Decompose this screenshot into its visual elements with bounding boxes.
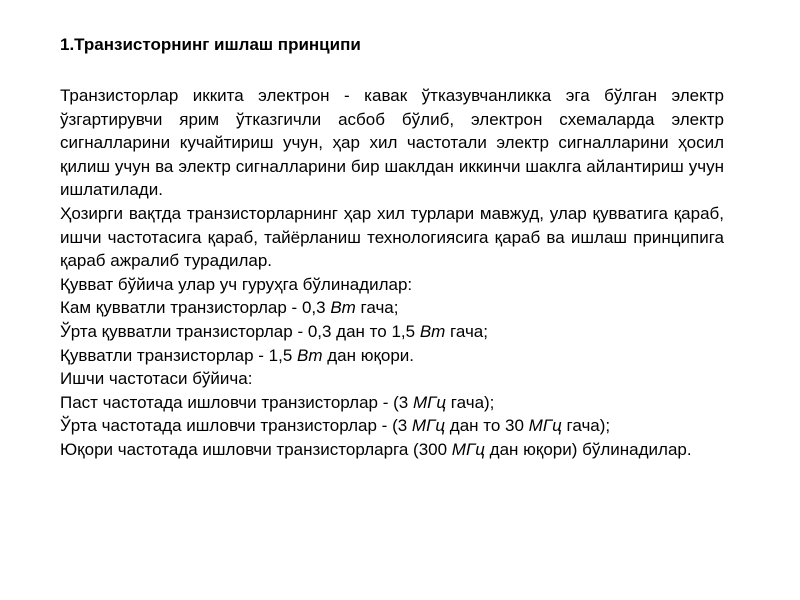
frequency-mid-suffix: гача);: [561, 416, 611, 436]
frequency-high-suffix: дан юқори) бўлинадилар.: [484, 439, 692, 459]
paragraph-definition: Транзисторлар иккита электрон - кавак ўтказувчанликка эга бўлган электр ўзгартирувчи ярим ўтказгичли асбоб бўлиб, электрон схемаларда электр сигналларини кучайтириш учун, ҳар хил частотали электр сигналларини ҳосил қилиш учун ва электр сигналларини бир шаклдан иккинчи шаклга айлантириш учун ишлатилади.: [60, 86, 724, 200]
frequency-low-text: Паст частотада ишловчи транзисторлар - (3: [60, 392, 413, 412]
power-mid-unit: Вт: [419, 321, 446, 341]
power-mid-suffix: гача;: [445, 321, 488, 341]
frequency-high-unit: МГц: [451, 439, 485, 459]
power-high-item: [60, 344, 724, 368]
document-body: [60, 84, 724, 462]
frequency-mid-text: Ўрта частотада ишловчи транзисторлар - (3: [60, 416, 412, 436]
power-low-suffix: гача;: [355, 298, 399, 318]
frequency-mid-unit-2: МГц: [528, 416, 562, 436]
frequency-heading: Ишчи частотаси бўйича:: [60, 369, 253, 389]
power-low-unit: Вт: [330, 298, 356, 318]
power-high-unit: Вт: [297, 345, 323, 365]
frequency-low-suffix: гача);: [446, 392, 495, 412]
document-page: [60, 33, 724, 462]
power-high-suffix: дан юқори.: [322, 345, 415, 365]
power-high-text: Қувватли транзисторлар - 1,5: [60, 345, 297, 365]
paragraph-types: Ҳозирги вақтда транзисторларнинг ҳар хил турлари мавжуд, улар қувватига қараб, ишчи частотасига қараб, тайёрланиш технологиясига қараб ва ишлаш принципига қараб ажралиб турадилар.: [60, 203, 724, 271]
power-low-item: [60, 296, 724, 320]
frequency-low-item: [60, 391, 724, 415]
frequency-high-item: [60, 438, 724, 462]
frequency-mid-unit: МГц: [411, 416, 446, 436]
power-low-text: Кам қувватли транзисторлар - 0,3: [60, 298, 331, 318]
frequency-high-text: Юқори частотада ишловчи транзисторларга (300: [60, 439, 452, 459]
frequency-mid-middle: дан то 30: [445, 416, 529, 436]
frequency-mid-item: [60, 414, 724, 438]
frequency-low-unit: МГц: [412, 392, 447, 412]
power-mid-item: [60, 320, 724, 344]
document-title: 1.Транзисторнинг ишлаш принципи: [60, 35, 361, 54]
power-heading: Қувват бўйича улар уч гуруҳга бўлинадилар:: [60, 274, 413, 294]
power-mid-text: Ўрта қувватли транзисторлар - 0,3 дан то 1,5: [60, 321, 420, 341]
